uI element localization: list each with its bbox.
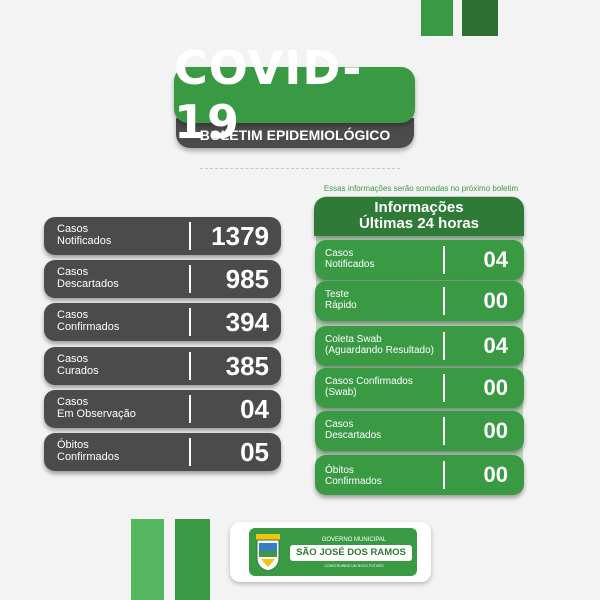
stat-label: Casos Descartados: [57, 266, 119, 290]
stat-value: 00: [483, 418, 508, 443]
separator: [443, 332, 445, 360]
separator: [189, 438, 191, 466]
stat-value: 04: [240, 394, 269, 424]
stat-label: Óbitos Confirmados: [57, 439, 120, 463]
municipal-crest-icon: [254, 532, 282, 572]
stat-obitos-confirmados: [44, 433, 281, 471]
info-teste-rapido: [315, 281, 524, 321]
stat-value: 1379: [211, 221, 269, 251]
separator: [443, 461, 445, 489]
decor-bar: [421, 0, 453, 36]
stat-value: 00: [483, 375, 508, 400]
separator: [443, 417, 445, 445]
separator: [443, 287, 445, 315]
logo-text-slogan: CONSTRUINDO UM NOVO FUTURO: [324, 564, 384, 568]
separator: [189, 222, 191, 250]
stat-value: 394: [225, 307, 269, 337]
stat-value: 05: [240, 437, 269, 467]
stat-label: Casos Descartados: [325, 419, 382, 441]
panel-note: Essas informações serão somadas no próximo boletim: [323, 184, 519, 193]
info-obitos-confirmados: [315, 455, 524, 495]
panel-title: Informações Últimas 24 horas: [314, 197, 524, 236]
info-casos-descartados: [315, 411, 524, 451]
stat-label: Teste Rápido: [325, 289, 357, 311]
info-coleta-swab: [315, 326, 524, 366]
stat-label: Coleta Swab (Aguardando Resultado): [325, 334, 434, 356]
stat-label: Casos Confirmados: [57, 309, 120, 333]
stat-casos-confirmados: [44, 303, 281, 341]
info-casos-notificados: [315, 240, 524, 280]
decor-bar: [175, 519, 210, 600]
stat-value: 00: [483, 288, 508, 313]
logo-text-top: GOVERNO MUNICIPAL: [321, 537, 387, 543]
stat-label: Casos Confirmados (Swab): [325, 376, 413, 398]
decor-bar: [462, 0, 498, 36]
decor-bar: [131, 519, 164, 600]
separator: [189, 308, 191, 336]
separator: [189, 265, 191, 293]
stat-value: 04: [483, 333, 508, 358]
info-casos-confirmados-swab: [315, 368, 524, 408]
logo-text-main: SÃO JOSÉ DOS RAMOS: [290, 545, 412, 561]
stat-label: Casos Curados: [57, 353, 99, 377]
stat-value: 04: [483, 247, 508, 272]
stat-label: Óbitos Confirmados: [325, 465, 382, 487]
stat-label: Casos Em Observação: [57, 396, 136, 420]
stat-casos-curados: [44, 347, 281, 385]
separator: [189, 352, 191, 380]
separator: [189, 395, 191, 423]
stat-casos-descartados: [44, 260, 281, 298]
stat-value: 00: [483, 462, 508, 487]
page-title: COVID-19: [174, 41, 363, 149]
divider: [200, 168, 400, 169]
separator: [443, 246, 445, 274]
stat-label: Casos Notificados: [325, 248, 375, 270]
separator: [443, 374, 445, 402]
stat-label: Casos Notificados: [57, 223, 112, 247]
stat-value: 985: [225, 264, 269, 294]
stat-casos-em-observacao: [44, 390, 281, 428]
stat-casos-notificados: [44, 217, 281, 255]
subtitle: BOLETIM EPIDEMIOLÓGICO: [199, 126, 391, 143]
stat-value: 385: [225, 351, 269, 381]
